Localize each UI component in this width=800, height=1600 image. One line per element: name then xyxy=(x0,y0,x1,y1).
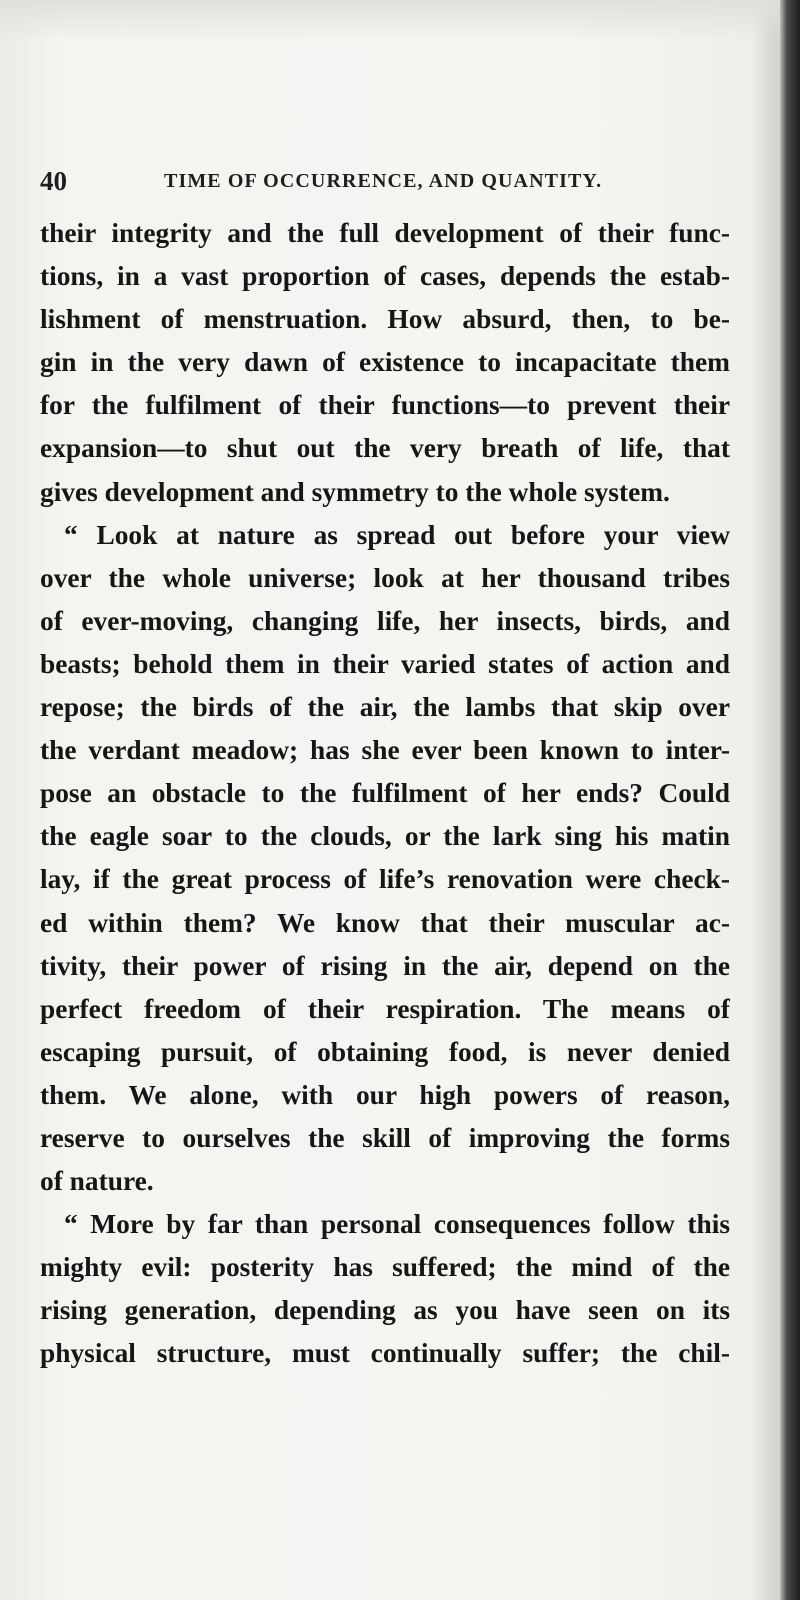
text-line: them. We alone, with our high powers of reason, xyxy=(40,1079,730,1110)
text-line: “ Look at nature as spread out before your view xyxy=(64,519,730,550)
text-line: over the whole universe; look at her thousand tribes xyxy=(40,562,730,593)
text-line: lishment of menstruation. How absurd, then, to be- xyxy=(40,304,730,335)
text-line: their integrity and the full development of their func- xyxy=(40,218,730,248)
running-head xyxy=(40,166,730,200)
text-line: reserve to ourselves the skill of improving the forms xyxy=(40,1122,730,1153)
text-line: the verdant meadow; has she ever been known to inter- xyxy=(40,735,730,766)
text-line: rising generation, depending as you have seen on its xyxy=(40,1295,730,1326)
text-line: gin in the very dawn of existence to incapacitate them xyxy=(40,347,730,378)
text-line: expansion—to shut out the very breath of life, that xyxy=(40,433,730,464)
text-line: “ More by far than personal consequences follow this xyxy=(64,1209,730,1240)
text-line: of nature. xyxy=(40,1166,154,1197)
text-line: physical structure, must continually suffer; the chil- xyxy=(40,1338,730,1369)
body-text xyxy=(40,212,730,1376)
page-top-shadow xyxy=(0,0,780,40)
text-line: the eagle soar to the clouds, or the lark sing his matin xyxy=(40,821,730,852)
text-line: perfect freedom of their respiration. The means of xyxy=(40,993,730,1024)
text-line: gives development and symmetry to the whole system. xyxy=(40,476,670,507)
text-line: lay, if the great process of life’s renovation were check- xyxy=(40,864,730,895)
text-line: tions, in a vast proportion of cases, depends the estab- xyxy=(40,261,730,292)
page-number: 40 xyxy=(40,166,67,196)
text-line: escaping pursuit, of obtaining food, is never denied xyxy=(40,1036,730,1067)
text-line: ed within them? We know that their muscular ac- xyxy=(40,907,730,938)
running-title: TIME OF OCCURRENCE, AND QUANTITY. xyxy=(164,170,603,192)
text-line: of ever-moving, changing life, her insects, birds, and xyxy=(40,605,730,636)
binding-edge xyxy=(780,0,800,1600)
text-line: repose; the birds of the air, the lambs that skip over xyxy=(40,692,730,723)
text-line: mighty evil: posterity has suffered; the mind of the xyxy=(40,1252,730,1283)
text-line: beasts; behold them in their varied states of action and xyxy=(40,648,730,679)
text-line: pose an obstacle to the fulfilment of her ends? Could xyxy=(40,778,730,809)
text-line: for the fulfilment of their functions—to prevent their xyxy=(40,390,730,421)
text-line: tivity, their power of rising in the air, depend on the xyxy=(40,950,730,981)
